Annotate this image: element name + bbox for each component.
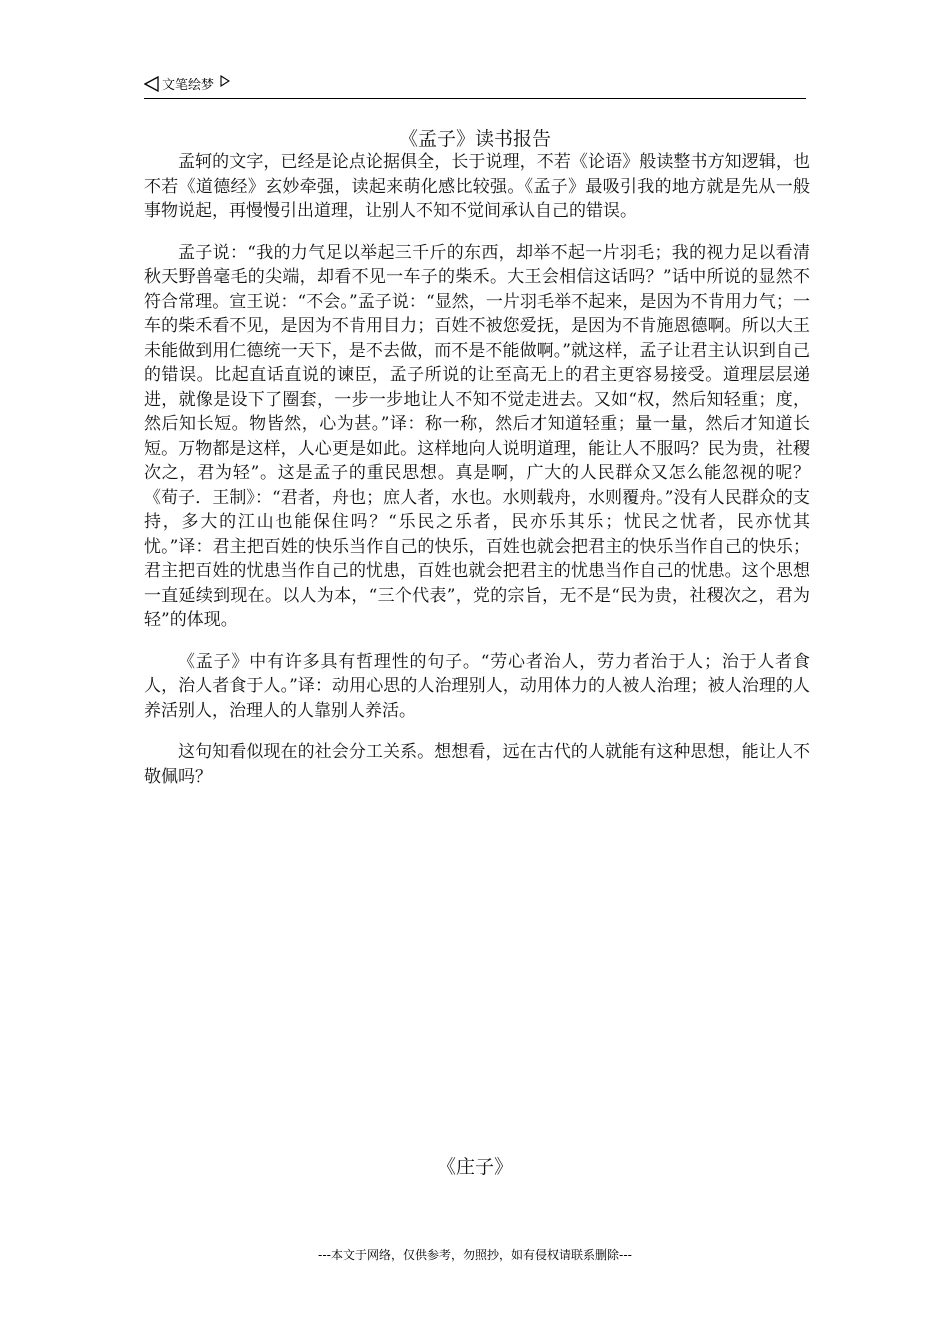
next-section-title: 《庄子》	[436, 1156, 513, 1178]
paragraph: 孟轲的文字，已经是论点论据俱全，长于说理，不若《论语》般读整书方知逻辑，也不若《道德经》玄妙牵强，读起来萌化感比较强。《孟子》最吸引我的地方就是先从一般事物说起，再慢慢引出道理，让别人不知不觉间承认自己的错误。	[144, 152, 810, 221]
triangle-right-icon	[220, 81, 230, 87]
document-title: 《孟子》读书报告	[398, 128, 551, 150]
paragraph: 这句知看似现在的社会分工关系。想想看，远在古代的人就能有这种思想，能让人不敬佩吗？	[144, 742, 810, 787]
brand-logo	[144, 74, 230, 93]
paragraph: 《孟子》中有许多具有哲理性的句子。“劳心者治人，劳力者治于人；治于人者食人，治人者食于人。”译：动用心思的人治理别人，动用体力的人被人治理；被人治理的人养活别人，治理人的人靠别人养活。	[144, 651, 810, 721]
paragraph: 孟子说：“我的力气足以举起三千斤的东西，却举不起一片羽毛；我的视力足以看清秋天野兽毫毛的尖端，却看不见一车子的柴禾。大王会相信这话吗？”话中所说的显然不符合常理。宣王说：“不会。”孟子说：“显然，一片羽毛举不起来，是因为不肯用力气；一车的柴禾看不见，是因为不肯用目力；百姓不被您爱抚，是因为不肯施恩德啊。所以大王未能做到用仁德统一天下，是不去做，而不是不能做啊。”就这样，孟子让君主认识到自己的错误。比起直话直说的谏臣，孟子所说的让至高无上的君主更容易接受。道理层层递进，就像是设下了圈套，一步一步地让人不知不觉走进去。又如“权，然后知轻重；度，然后知长短。物皆然，心为甚。”译：称一称，然后才知道轻重；量一量，然后才知道长短。万物都是这样，人心更是如此。这样地向人说明道理，能让人不服吗？民为贵，社稷次之，君为轻”。这是孟子的重民思想。真是啊，广大的人民群众又怎么能忽视的呢？《荀子．王制》：“君者，舟也；庶人者，水也。水则载舟，水则覆舟。”没有人民群众的支持，多大的江山也能保住吗？“乐民之乐者，民亦乐其乐；忧民之忧者，民亦忧其忧。”译：君主把百姓的快乐当作自己的快乐，百姓也就会把君主的快乐当作自己的快乐；君主把百姓的忧患当作自己的忧患，百姓也就会把君主的忧患当作自己的忧患。这个思想一直延续到现在。以人为本，“三个代表”，党的宗旨，无不是“民为贵，社稷次之，君为轻”的体现。	[144, 242, 810, 630]
brand-name: 文笔绘梦	[162, 78, 215, 93]
page-header	[144, 74, 806, 99]
triangle-left-icon	[144, 76, 159, 92]
document-body	[144, 150, 810, 806]
disclaimer-note: ---本文于网络，仅供参考，勿照抄，如有侵权请联系删除---	[318, 1248, 632, 1262]
